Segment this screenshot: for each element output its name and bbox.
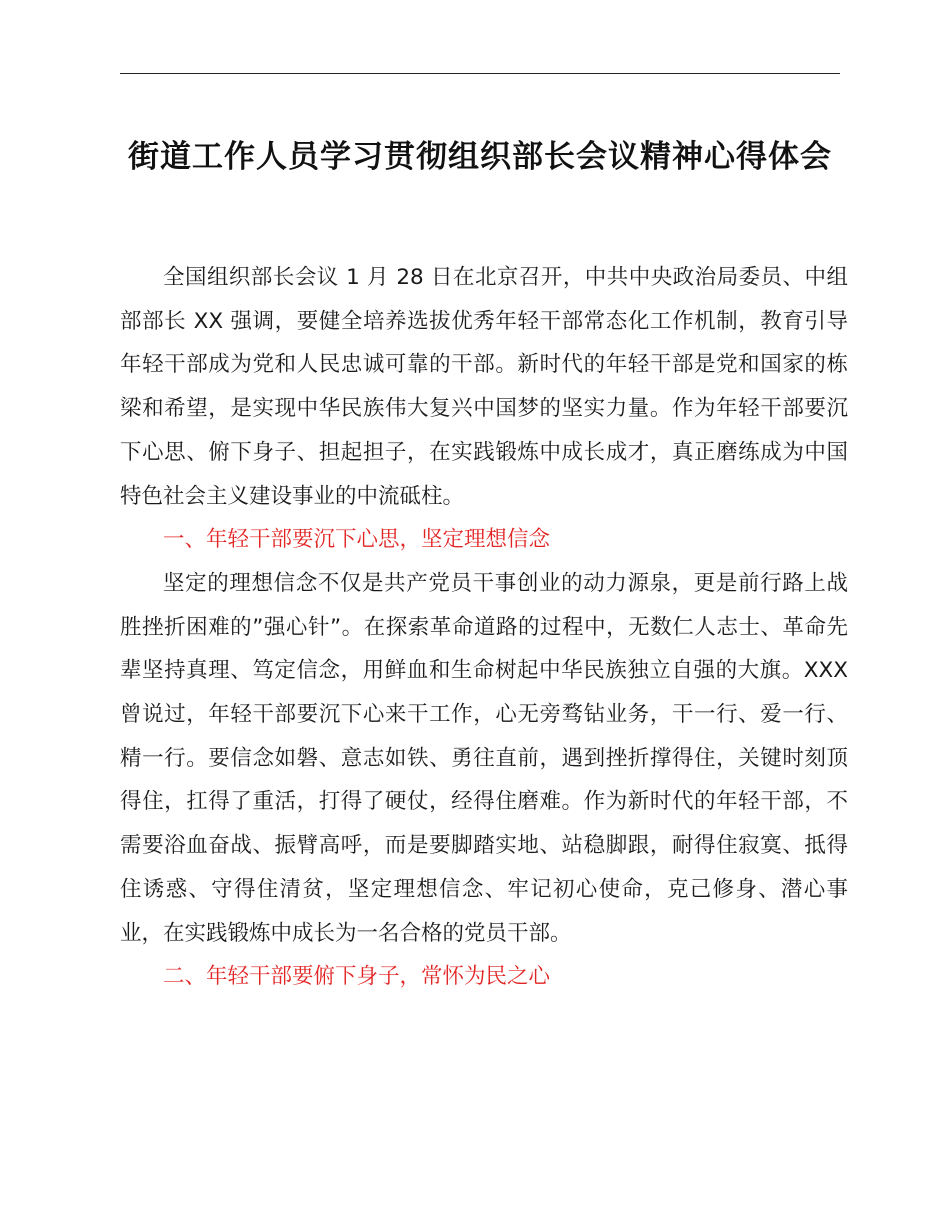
section-1-paragraph: 坚定的理想信念不仅是共产党员干事创业的动力源泉，更是前行路上战胜挫折困难的”强心针”。在探索革命道路的过程中，无数仁人志士、革命先辈坚持真理、笃定信念，用鲜血和生命树起中华民族独立自强的大旗。XXX 曾说过，年轻干部要沉下心来干工作，心无旁骛钻业务，干一行、爱一行、精一行。要信念如磐、意志如铁、勇往直前，遇到挫折撑得住，关键时刻顶得住，扛得了重活，打得了硬仗，经得住磨难。作为新时代的年轻干部，不需要浴血奋战、振臂高呼，而是要脚踏实地、站稳脚跟，耐得住寂寞、抵得住诱惑、守得住清贫，坚定理想信念、牢记初心使命，克己修身、潜心事业，在实践锻炼中成长为一名合格的党员干部。: [120, 570, 848, 946]
section-heading-1: 一、年轻干部要沉下心思，坚定理想信念: [163, 527, 551, 553]
intro-paragraph: 全国组织部长会议 1 月 28 日在北京召开，中共中央政治局委员、中组部部长 XX 强调，要健全培养选拔优秀年轻干部常态化工作机制，教育引导年轻干部成为党和人民忠诚可靠的干部。新时代的年轻干部是党和国家的栋梁和希望，是实现中华民族伟大复兴中国梦的坚实力量。作为年轻干部要沉下心思、俯下身子、担起担子，在实践锻炼中成长成才，真正磨练成为中国特色社会主义建设事业的中流砥柱。: [120, 265, 848, 509]
document-body: [120, 256, 848, 999]
header-rule: [120, 73, 840, 74]
document-title: 街道工作人员学习贯彻组织部长会议精神心得体会: [128, 139, 832, 175]
section-heading-2: 二、年轻干部要俯下身子，常怀为民之心: [163, 964, 551, 990]
